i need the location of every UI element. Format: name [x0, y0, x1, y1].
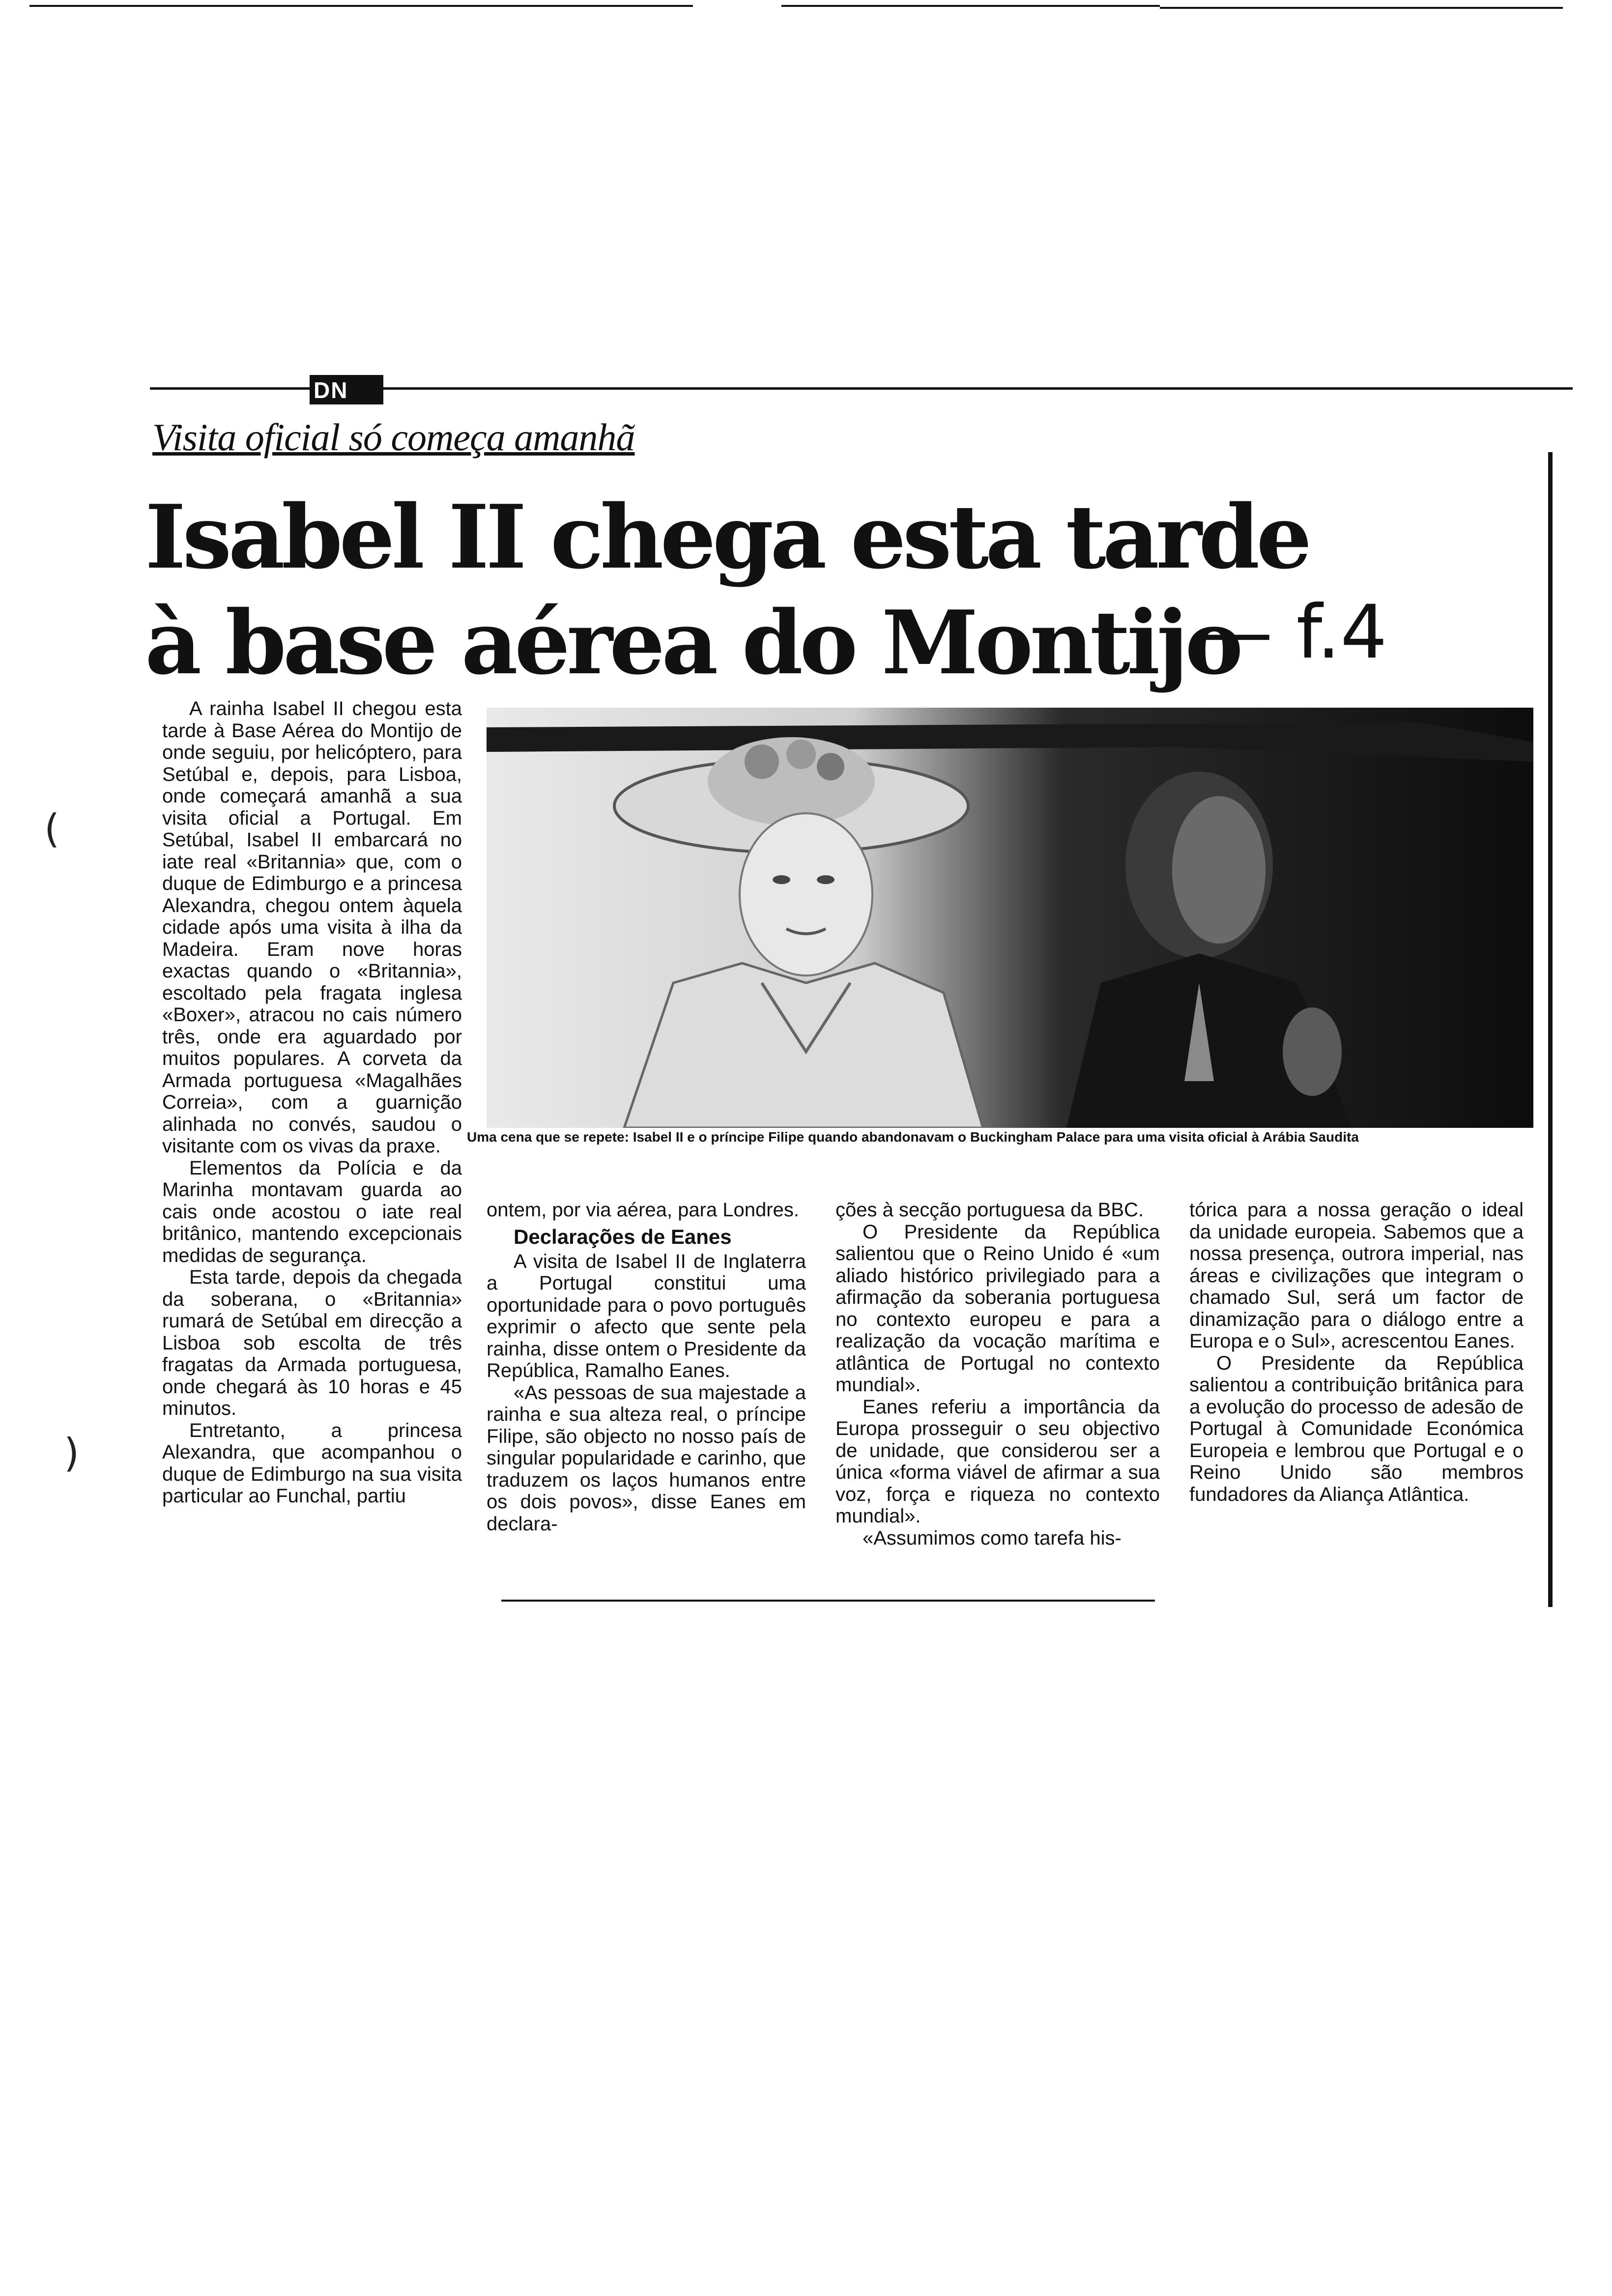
masthead-logo: DN [310, 375, 383, 404]
margin-mark: ( [44, 806, 60, 852]
paragraph: Elementos da Polícia e da Marinha montavam guarda ao cais onde acostou o iate real britânico, mantendo excepcionais medidas de segurança. [162, 1157, 462, 1266]
paragraph: ontem, por via aérea, para Londres. [487, 1199, 799, 1221]
headline-line-2: à base aérea do Montijo [145, 591, 1240, 694]
headline [145, 484, 1308, 695]
headline-line-1: Isabel II chega esta tarde [145, 486, 1309, 588]
section-heading: Declarações de Eanes [514, 1225, 732, 1248]
article-column-2 [487, 1199, 806, 1535]
article-column-4 [1189, 1199, 1524, 1505]
paragraph: A rainha Isabel II chegou esta tarde à Base Aérea do Montijo de onde seguiu, por helicóptero, para Setúbal e, depois, para Lisboa, onde começará amanhã a sua visita oficial a Portugal. Em Setúbal, Isabel II embarcará no iate real «Britannia» que, com o duque de Edimburgo e a princesa Alexandra, chegou ontem àquela cidade após uma visita à ilha da Madeira. Eram nove horas exactas quando o «Britannia», escoltado pela fragata inglesa «Boxer», atracou no cais número três, onde era aguardado por muitos populares. A corveta da Armada portuguesa «Magalhães Correia», com a guarnição alinhada no convés, saudou o visitante com os vivas da praxe. [162, 698, 462, 1157]
caption-text: Isabel II e o príncipe Filipe quando abandonavam o Buckingham Palace para uma visita oficial à Arábia Saudita [629, 1129, 1359, 1145]
paragraph: tórica para a nossa geração o ideal da unidade europeia. Sabemos que a nossa presença, outrora imperial, nas áreas e civilizações que integram o chamado Sul, será um factor de dinamização para o diálogo entre a Europa e o Sul», acrescentou Eanes. [1189, 1199, 1524, 1352]
paragraph: Esta tarde, depois da chegada da soberana, o «Britannia» rumará de Setúbal em direcção a Lisboa sob escolta de três fragatas da Armada portuguesa, onde chegará às 10 horas e 45 minutos. [162, 1266, 462, 1419]
handwritten-note: — f.4 [1199, 590, 1387, 675]
paragraph: O Presidente da República salientou que o Reino Unido é «um aliado histórico privilegiado para a afirmação da soberania portuguesa no contexto europeu e para a realização da vocação marítima e atlântica de Portugal no contexto mundial». [835, 1221, 1160, 1396]
paragraph: Eanes referiu a importância da Europa prosseguir o seu objectivo de unidade, que considerou ser a única «forma viável de afirmar a sua voz, força e riqueza no contexto mundial». [835, 1396, 1160, 1527]
paragraph: A visita de Isabel II de Inglaterra a Portugal constitui uma oportunidade para o povo português exprimir o afecto que sente pela rainha, disse ontem o Presidente da República, Ramalho Eanes. [487, 1250, 806, 1381]
caption-lead: Uma cena que se repete: [467, 1129, 629, 1145]
column-end-rule [501, 1600, 1155, 1602]
paragraph: «As pessoas de sua majestade a rainha e sua alteza real, o príncipe Filipe, são objecto no nosso país de singular popularidade e carinho, que traduzem os laços humanos entre os dois povos», disse Eanes em declara- [487, 1381, 806, 1535]
margin-mark: ) [64, 1430, 80, 1476]
kicker: Visita oficial só começa amanhã [152, 416, 635, 459]
paragraph: ções à secção portuguesa da BBC. [835, 1199, 1144, 1221]
article-column-1 [162, 698, 462, 1507]
scan-edge-line [1160, 7, 1563, 9]
scan-edge-line [29, 5, 693, 7]
paragraph: Entretanto, a princesa Alexandra, que acompanhou o duque de Edimburgo na sua visita particular ao Funchal, partiu [162, 1419, 462, 1507]
paragraph: O Presidente da República salientou a contribuição britânica para a evolução do processo de adesão de Portugal à Comunidade Económica Europeia e lembrou que Portugal e o Reino Unido são membros fundadores da Aliança Atlântica. [1189, 1352, 1524, 1505]
right-border-line [1548, 452, 1553, 1607]
scan-edge-line [781, 5, 1160, 7]
photo-caption [467, 1129, 1504, 1145]
news-photo [487, 708, 1533, 1128]
paragraph: «Assumimos como tarefa his- [863, 1527, 1122, 1549]
article-column-3 [835, 1199, 1160, 1549]
photo-image [487, 708, 1533, 1128]
